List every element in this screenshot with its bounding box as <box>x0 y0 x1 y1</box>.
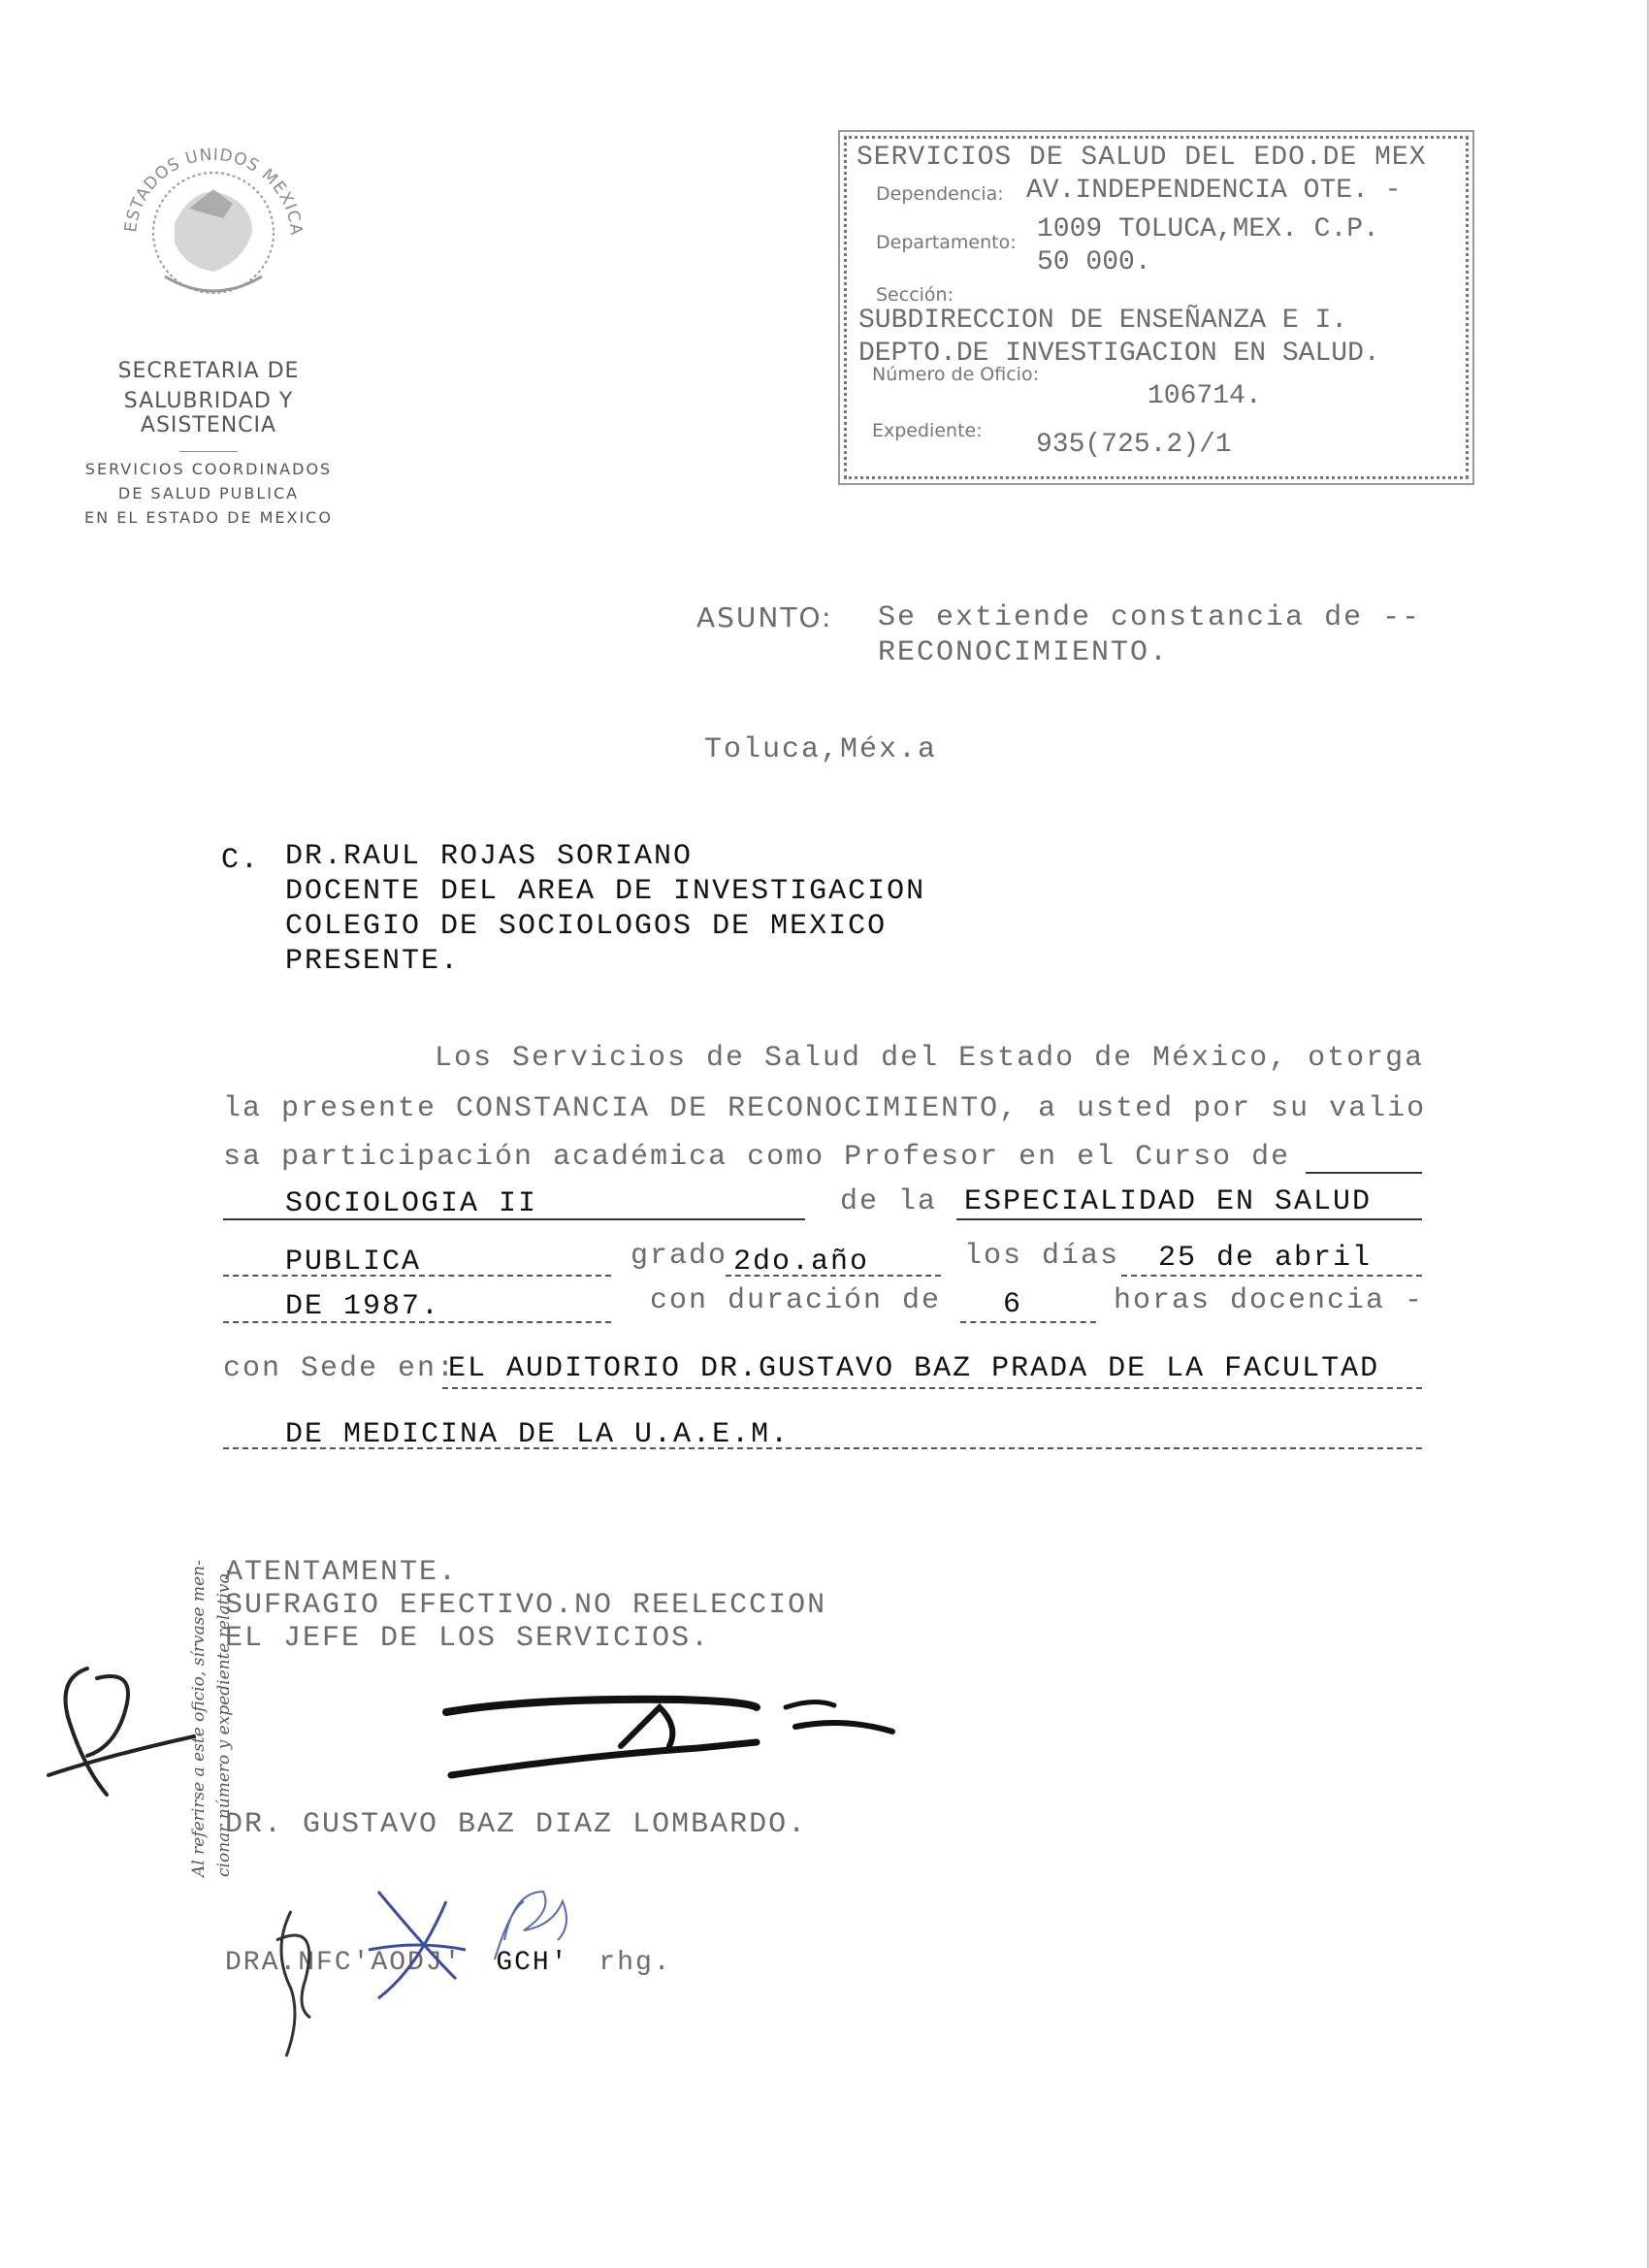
de-la-label: de la <box>840 1185 938 1218</box>
horas-label: horas docencia - <box>1114 1284 1425 1317</box>
initials-signatures-icon <box>233 1872 601 2066</box>
agency-name <box>68 359 349 527</box>
asunto-line1: Se extiende constancia de -- <box>878 601 1422 634</box>
curso-value: SOCIOLOGIA II <box>285 1187 538 1220</box>
stamp-seccion-value1: SUBDIRECCION DE ENSEÑANZA E I. <box>858 306 1348 336</box>
asunto-line2: RECONOCIMIENTO. <box>878 636 1170 669</box>
sede-value2: DE MEDICINA DE LA U.A.E.M. <box>285 1418 791 1451</box>
stamp-seccion-value2: DEPTO.DE INVESTIGACION EN SALUD. <box>858 339 1380 369</box>
initials-part4: GCH' <box>496 1948 569 1978</box>
agency-sub2: DE SALUD PUBLICA <box>117 484 300 502</box>
duracion-value: 6 <box>1003 1288 1023 1321</box>
margin-signature-icon <box>29 1649 213 1814</box>
recipient-name: DR.RAUL ROJAS SORIANO <box>285 840 694 873</box>
grado-label: grado <box>630 1240 728 1273</box>
recipient-line2: DOCENTE DEL AREA DE INVESTIGACION <box>285 875 926 908</box>
stamp-expediente-label: Expediente: <box>872 420 983 441</box>
especialidad-value2: PUBLICA <box>285 1246 422 1279</box>
curso-blank-tail <box>1306 1172 1422 1174</box>
stamp-oficio-label: Número de Oficio: <box>872 364 1039 385</box>
duracion-label: con duración de <box>650 1284 942 1317</box>
signature-icon <box>388 1678 922 1795</box>
stamp-title: SERVICIOS DE SALUD DEL EDO.DE MEX <box>857 143 1427 173</box>
stamp-expediente-value: 935(725.2)/1 <box>1036 430 1232 460</box>
stamp-oficio-value: 106714. <box>1148 381 1262 411</box>
dias-label: los días <box>964 1240 1120 1273</box>
office-stamp <box>844 136 1469 479</box>
margin-note-line2: cionar número y expediente relativo. <box>214 1569 234 1877</box>
initials-part3: AODJ' <box>371 1948 463 1978</box>
body-line3: sa participación académica como Profesor en el Curso de <box>223 1141 1291 1174</box>
stamp-seccion-label: Sección: <box>876 284 954 306</box>
recipient-line4: PRESENTE. <box>285 945 461 978</box>
asunto-label: ASUNTO: <box>696 601 833 633</box>
margin-note-line1: Al referirse a este oficio, sírvase men- <box>189 1560 209 1877</box>
place-date: Toluca,Méx.a <box>704 733 938 766</box>
closing-line1: ATENTAMENTE. <box>225 1556 459 1589</box>
sede-value1: EL AUDITORIO DR.GUSTAVO BAZ PRADA DE LA FACULTAD <box>448 1352 1380 1385</box>
dias-value1: 25 de abril <box>1158 1242 1373 1275</box>
body-line2: la presente CONSTANCIA DE RECONOCIMIENTO, a usted por su valio <box>223 1092 1427 1125</box>
stamp-departamento-label: Departamento: <box>876 232 1017 253</box>
stamp-departamento-value1: 1009 TOLUCA,MEX. C.P. <box>1037 214 1379 244</box>
recipient-line3: COLEGIO DE SOCIOLOGOS DE MEXICO <box>285 910 888 943</box>
stamp-dependencia-value: AV.INDEPENDENCIA OTE. - <box>1026 176 1402 206</box>
stamp-dependencia-label: Dependencia: <box>876 183 1004 205</box>
sede-label: con Sede en: <box>223 1352 457 1385</box>
closing-line3: EL JEFE DE LOS SERVICIOS. <box>225 1622 711 1655</box>
closing-line2: SUFRAGIO EFECTIVO.NO REELECCION <box>225 1589 827 1622</box>
grado-value: 2do.año <box>733 1246 870 1279</box>
agency-line1: SECRETARIA DE <box>117 359 300 383</box>
stamp-departamento-value2: 50 000. <box>1037 247 1151 277</box>
national-seal <box>107 116 320 340</box>
seal-arc-text: ESTADOS UNIDOS MEXICA <box>121 145 307 238</box>
recipient-prefix: C. <box>221 844 261 877</box>
duracion-field <box>960 1286 1096 1323</box>
dias-value2: DE 1987. <box>285 1290 441 1323</box>
initials-part2: NFC' <box>298 1948 372 1978</box>
signatory-name: DR. GUSTAVO BAZ DIAZ LOMBARDO. <box>225 1808 808 1841</box>
eagle-seal-icon <box>107 116 320 340</box>
agency-line2: SALUBRIDAD Y ASISTENCIA <box>123 389 294 437</box>
especialidad-value1: ESPECIALIDAD EN SALUD <box>964 1185 1373 1218</box>
initials-part1: DRA. <box>225 1948 299 1978</box>
agency-sub3: EN EL ESTADO DE MEXICO <box>84 508 333 527</box>
initials-part5: rhg. <box>598 1948 672 1978</box>
agency-divider <box>179 451 238 452</box>
agency-sub1: SERVICIOS COORDINADOS <box>84 460 333 478</box>
body-line1: Los Servicios de Salud del Estado de México, otorga <box>435 1042 1425 1075</box>
